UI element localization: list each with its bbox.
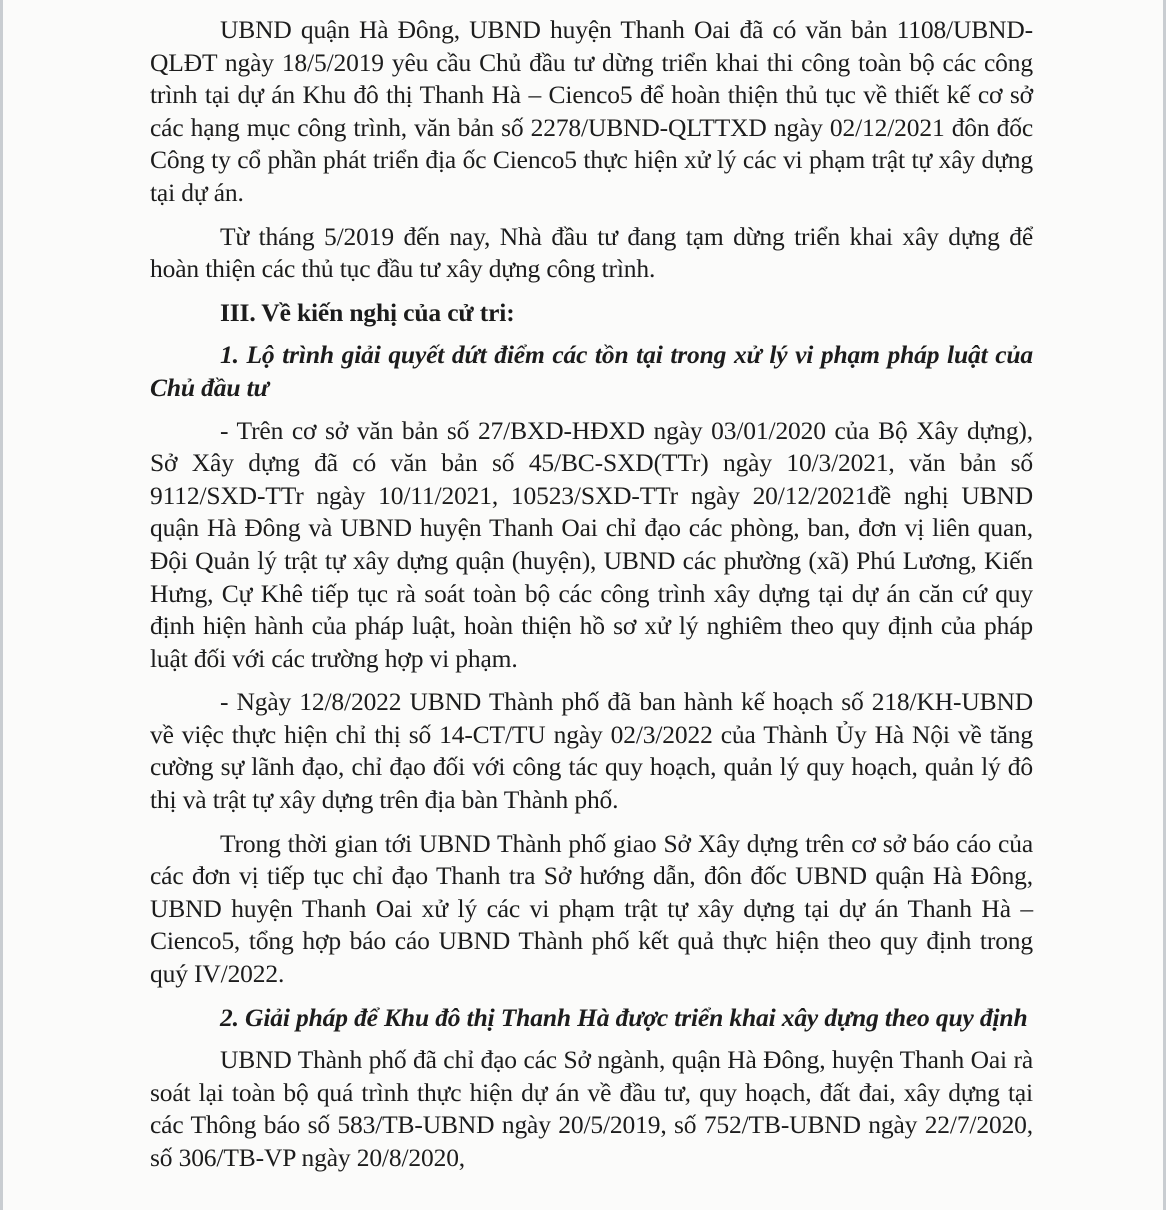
paragraph-upcoming-tasks: Trong thời gian tới UBND Thành phố giao Sở Xây dựng trên cơ sở báo cáo của các đơn vị tiếp tục chỉ đạo Thanh tra Sở hướng dẫn, đôn đốc UBND quận Hà Đông, UBND huyện Thanh Oai xử lý các vi phạm trật tự xây dựng tại dự án Thanh Hà – Cienco5, tổng hợp báo cáo UBND Thành phố kết quả thực hiện theo quy định trong quý IV/2022. [150,828,1033,989]
paragraph-construction-paused: Từ tháng 5/2019 đến nay, Nhà đầu tư đang tạm dừng triển khai xây dựng để hoàn thiện các thủ tục đầu tư xây dựng công trình. [150,221,1033,284]
paragraph-suspension-notice: UBND quận Hà Đông, UBND huyện Thanh Oai đã có văn bản 1108/UBND-QLĐT ngày 18/5/2019 yêu cầu Chủ đầu tư dừng triển khai thi công toàn bộ các công trình tại dự án Khu đô thị Thanh Hà – Cienco5 để hoàn thiện thủ tục về thiết kế cơ sở các hạng mục công trình, văn bản số 2278/UBND-QLTTXD ngày 02/12/2021 đôn đốc Công ty cổ phần phát triển địa ốc Cienco5 thực hiện xử lý các vi phạm trật tự xây dựng tại dự án. [150,15,1033,207]
paragraph-review-directive: UBND Thành phố đã chỉ đạo các Sở ngành, quận Hà Đông, huyện Thanh Oai rà soát lại toàn bộ quá trình thực hiện dự án về đầu tư, quy hoạch, đất đai, xây dựng tại các Thông báo số 583/TB-UBND ngày 20/5/2019, số 752/TB-UBND ngày 22/7/2020, số 306/TB-VP ngày 20/8/2020, [150,1045,1033,1172]
subheading-solutions: 2. Giải pháp để Khu đô thị Thanh Hà được triển khai xây dựng theo quy định [220,1002,1028,1032]
paragraph-city-plan-218: - Ngày 12/8/2022 UBND Thành phố đã ban hành kế hoạch số 218/KH-UBND về việc thực hiện chỉ thị số 14-CT/TU ngày 02/3/2022 của Thành Ủy Hà Nội về tăng cường sự lãnh đạo, chỉ đạo đối với công tác quy hoạch, quản lý quy hoạch, quản lý đô thị và trật tự xây dựng trên địa bàn Thành phố. [150,687,1033,815]
document-body [150,14,1033,1186]
section-heading-voter-petitions: III. Về kiến nghị của cử tri: [220,297,515,327]
subheading-roadmap: 1. Lộ trình giải quyết dứt điểm các tồn tại trong xử lý vi phạm pháp luật của Chủ đầu tư [150,340,1033,402]
paragraph-construction-department-documents: - Trên cơ sở văn bản số 27/BXD-HĐXD ngày 03/01/2020 của Bộ Xây dựng), Sở Xây dựng đã có văn bản số 45/BC-SXD(TTr) ngày 10/3/2021, văn bản số 9112/SXD-TTr ngày 10/11/2021, 10523/SXD-TTr ngày 20/12/2021đề nghị UBND quận Hà Đông và UBND huyện Thanh Oai chỉ đạo các phòng, ban, đơn vị liên quan, Đội Quản lý trật tự xây dựng quận (huyện), UBND các phường (xã) Phú Lương, Kiến Hưng, Cự Khê tiếp tục rà soát toàn bộ các công trình xây dựng tại dự án căn cứ quy định hiện hành của pháp luật, hoàn thiện hồ sơ xử lý nghiêm theo quy định của pháp luật đối với các trường hợp vi phạm. [150,415,1033,673]
